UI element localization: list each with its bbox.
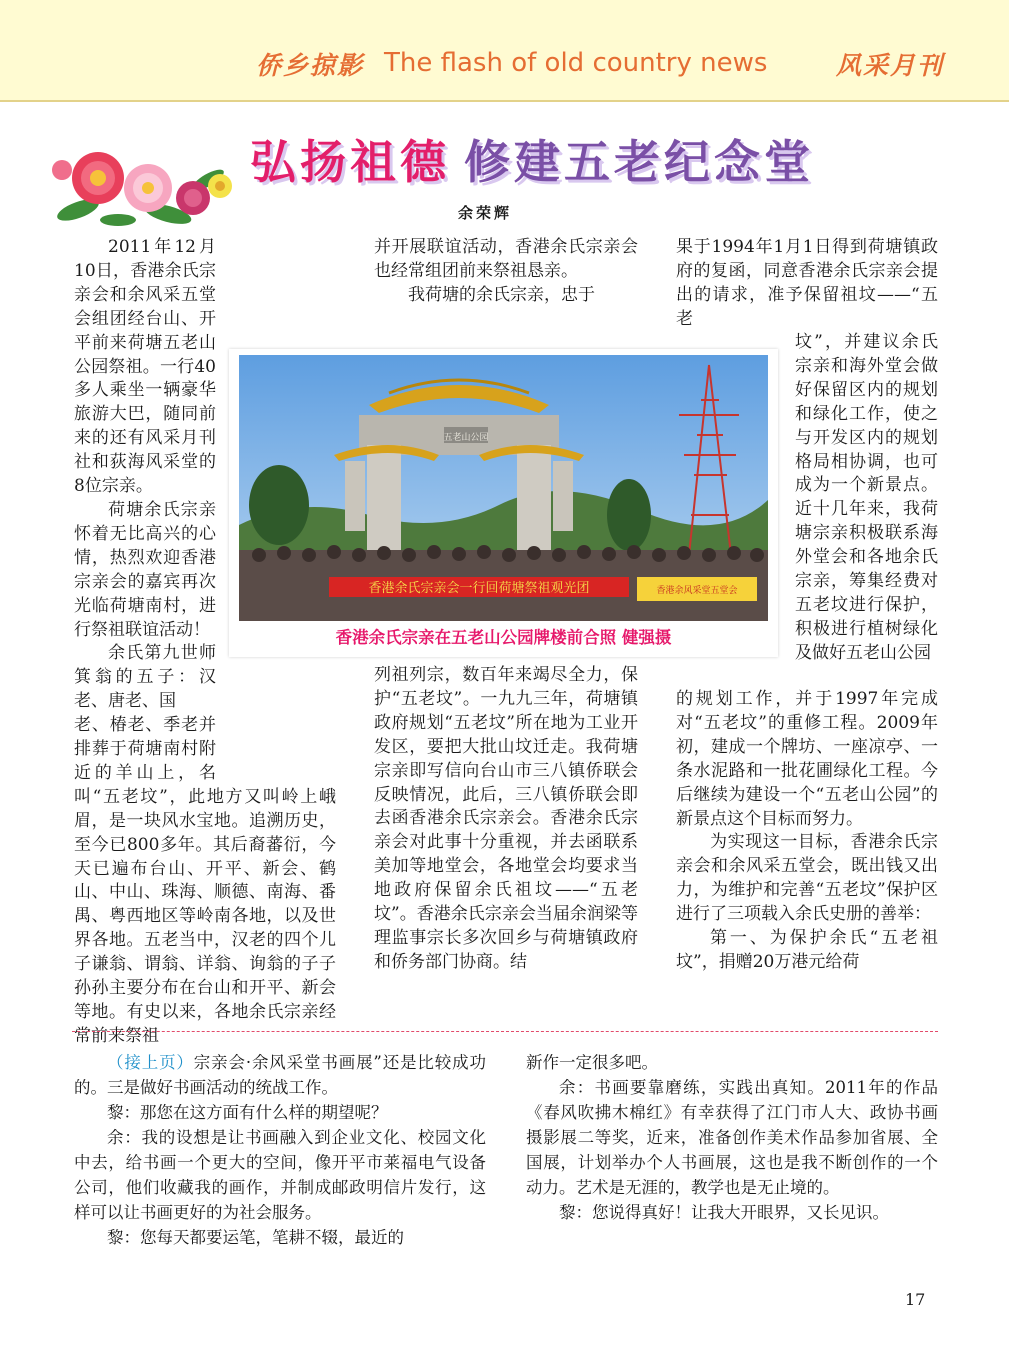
paragraph-text: 列祖列宗，数百年来竭尽全力，保护“五老坟”。一九九三年，荷塘镇政府规划“五老坟”所在地为工业开发区，要把大批山坟迁走。我荷塘宗亲即写信向台山市三八镇侨联会反映情况，此后，三八镇侨联会即去函香港余氏宗亲会。香港余氏宗亲会对此事十分重视，并去函联系美加等地堂会，各地堂会均要求当地政府保留余氏祖坟——“五老坟”。香港余氏宗亲会当届余润梁等理监事宗长多次回乡与荷塘镇政府和侨务部门协商。结 — [374, 665, 638, 972]
paragraph — [526, 1200, 938, 1225]
paragraph — [526, 1075, 938, 1200]
gate-plaque-text: 五老山公园 — [443, 433, 489, 443]
photo-caption: 香港余氏宗亲在五老山公园牌楼前合照 健强摄 — [335, 628, 672, 647]
paragraph-text: 2011年12月10日，香港余氏宗亲会和余风采五堂会组团经台山、开平前来荷塘五老山公园祭祖。一行40多人乘坐一辆豪华旅游大巴，随同前来的还有风采月刊社和荻海风采堂的8位宗亲。 — [74, 237, 216, 497]
title-part-1: 弘扬祖德 — [250, 135, 450, 189]
paragraph — [74, 1050, 486, 1100]
author-name: 余荣辉 — [458, 204, 513, 222]
photo-banner-side: 香港余风采堂五堂会 — [656, 586, 738, 596]
paragraph-text: 果于1994年1月1日得到荷塘镇政府的复函，同意香港余氏宗亲会提出的请求，准予保留祖坟——“五老 — [676, 237, 938, 329]
section-name-english: The flash of old country news — [384, 48, 768, 78]
continued-marker: （接上页） — [107, 1053, 194, 1072]
paragraph-text: 老、椿老、季老并排葬于荷塘南村附近的羊山上，名叫“五老坟”，此地方又叫岭上峨眉，是一块风水宝地。追溯历史，至今已800多年。其后裔蕃衍，今天已遍布台山、开平、新会、鹤山、中山、珠海、顺德、南海、番禺、粤西地区等岭南各地，以及世界各地。五老当中，汉老的四个儿子谦翁、谓翁、详翁、询翁的子子孙孙主要分布在台山和开平、新会等地。有史以来，各地余氏宗亲经常前来祭祖 — [74, 715, 336, 1046]
paragraph-text: 余氏第九世师箕翁的五子：汉老、唐老、国 — [74, 643, 216, 712]
paragraph — [74, 1225, 486, 1250]
paragraph-text: 坟”，并建议余氏宗亲和海外堂会做好保留区内的规划和绿化工作，使之与开发区内的规划格局相协调，也可成为一个新景点。近十几年来，我荷塘宗亲积极联系海外堂会和各地余氏宗亲，筹集经费对五老坟进行保护，积极进行植树绿化及做好五老山公园 — [795, 332, 938, 663]
paragraph-text: 并开展联谊活动，香港余氏宗亲会也经常组团前来祭祖恳亲。 — [374, 237, 638, 281]
page-header — [0, 0, 1009, 102]
paragraph-text: 黎：您说得真好！让我大开眼界，又长见识。 — [559, 1203, 889, 1222]
paragraph — [374, 284, 638, 308]
paragraph — [795, 331, 938, 666]
group-photo-frame — [229, 349, 778, 657]
paragraph-text: 宗亲会·余风采堂书画展”还是比较成功的。三是做好书画活动的统战工作。 — [74, 1053, 486, 1097]
group-photo — [239, 355, 768, 621]
paragraph-text: 余：我的设想是让书画融入到企业文化、校园文化中去，给书画一个更大的空间，像开平市莱福电气设备公司，他们收藏我的画作，并制成邮政明信片发行，这样可以让书画更好的为社会服务。 — [74, 1128, 486, 1222]
interview-column-right — [526, 1050, 938, 1225]
article-column-3-top — [676, 236, 938, 332]
title-part-2: 修建五老纪念堂 — [464, 135, 814, 189]
page-number: 17 — [905, 1290, 926, 1309]
paragraph-text: 我荷塘的余氏宗亲，忠于 — [408, 284, 595, 305]
paragraph — [526, 1050, 938, 1075]
paragraph-text: 黎：那您在这方面有什么样的期望呢？ — [107, 1103, 388, 1122]
paragraph — [676, 688, 938, 831]
paragraph-text: 第一、为保护余氏“五老祖坟”，捐赠20万港元给荷 — [676, 928, 938, 972]
paragraph — [676, 831, 938, 927]
paragraph-text: 余：书画要靠磨练，实践出真知。2011年的作品《春风吹拂木棉红》有幸获得了江门市人大、政协书画摄影展二等奖，近来，准备创作美术作品参加省展、全国展，计划举办个人书画展，这也是我不断创作的一个动力。艺术是无涯的，教学也是无止境的。 — [526, 1078, 938, 1197]
article-column-3-bottom — [676, 688, 938, 975]
paragraph — [74, 1100, 486, 1125]
photo-banner-main: 香港余氏宗亲会一行回荷塘祭祖观光团 — [368, 581, 590, 596]
paragraph — [74, 1125, 486, 1225]
interview-column-left — [74, 1050, 486, 1250]
paragraph — [676, 236, 938, 332]
paragraph-text: 黎：您每天都要运笔，笔耕不辍，最近的 — [107, 1228, 404, 1247]
paragraph — [374, 236, 638, 284]
paragraph — [676, 927, 938, 975]
paragraph — [374, 664, 638, 975]
article-column-3-side — [795, 331, 938, 666]
article-column-2-bottom — [374, 664, 638, 975]
paragraph-text: 的规划工作，并于1997年完成对“五老坟”的重修工程。2009年初，建成一个牌坊、一座凉亭、一条水泥路和一批花圃绿化工程。今后继续为建设一个“五老山公园”的新景点这个目标而努力。 — [676, 689, 938, 829]
section-name: 侨乡掠影 — [256, 51, 365, 80]
article-title — [250, 126, 930, 192]
magazine-name: 风采月刊 — [836, 51, 945, 80]
peony-flowers-decoration — [48, 140, 238, 232]
paragraph-text: 荷塘余氏宗亲怀着无比高兴的心情，热烈欢迎香港宗亲会的嘉宾再次光临荷塘南村，进行祭祖联谊活动！ — [74, 499, 216, 640]
paragraph-text: 新作一定很多吧。 — [526, 1053, 658, 1072]
article-column-2-top — [374, 236, 638, 308]
section-divider — [72, 1031, 938, 1032]
paragraph-text: 为实现这一目标，香港余氏宗亲会和余风采五堂会，既出钱又出力，为维护和完善“五老坟”保护区进行了三项载入余氏史册的善举： — [676, 832, 938, 925]
